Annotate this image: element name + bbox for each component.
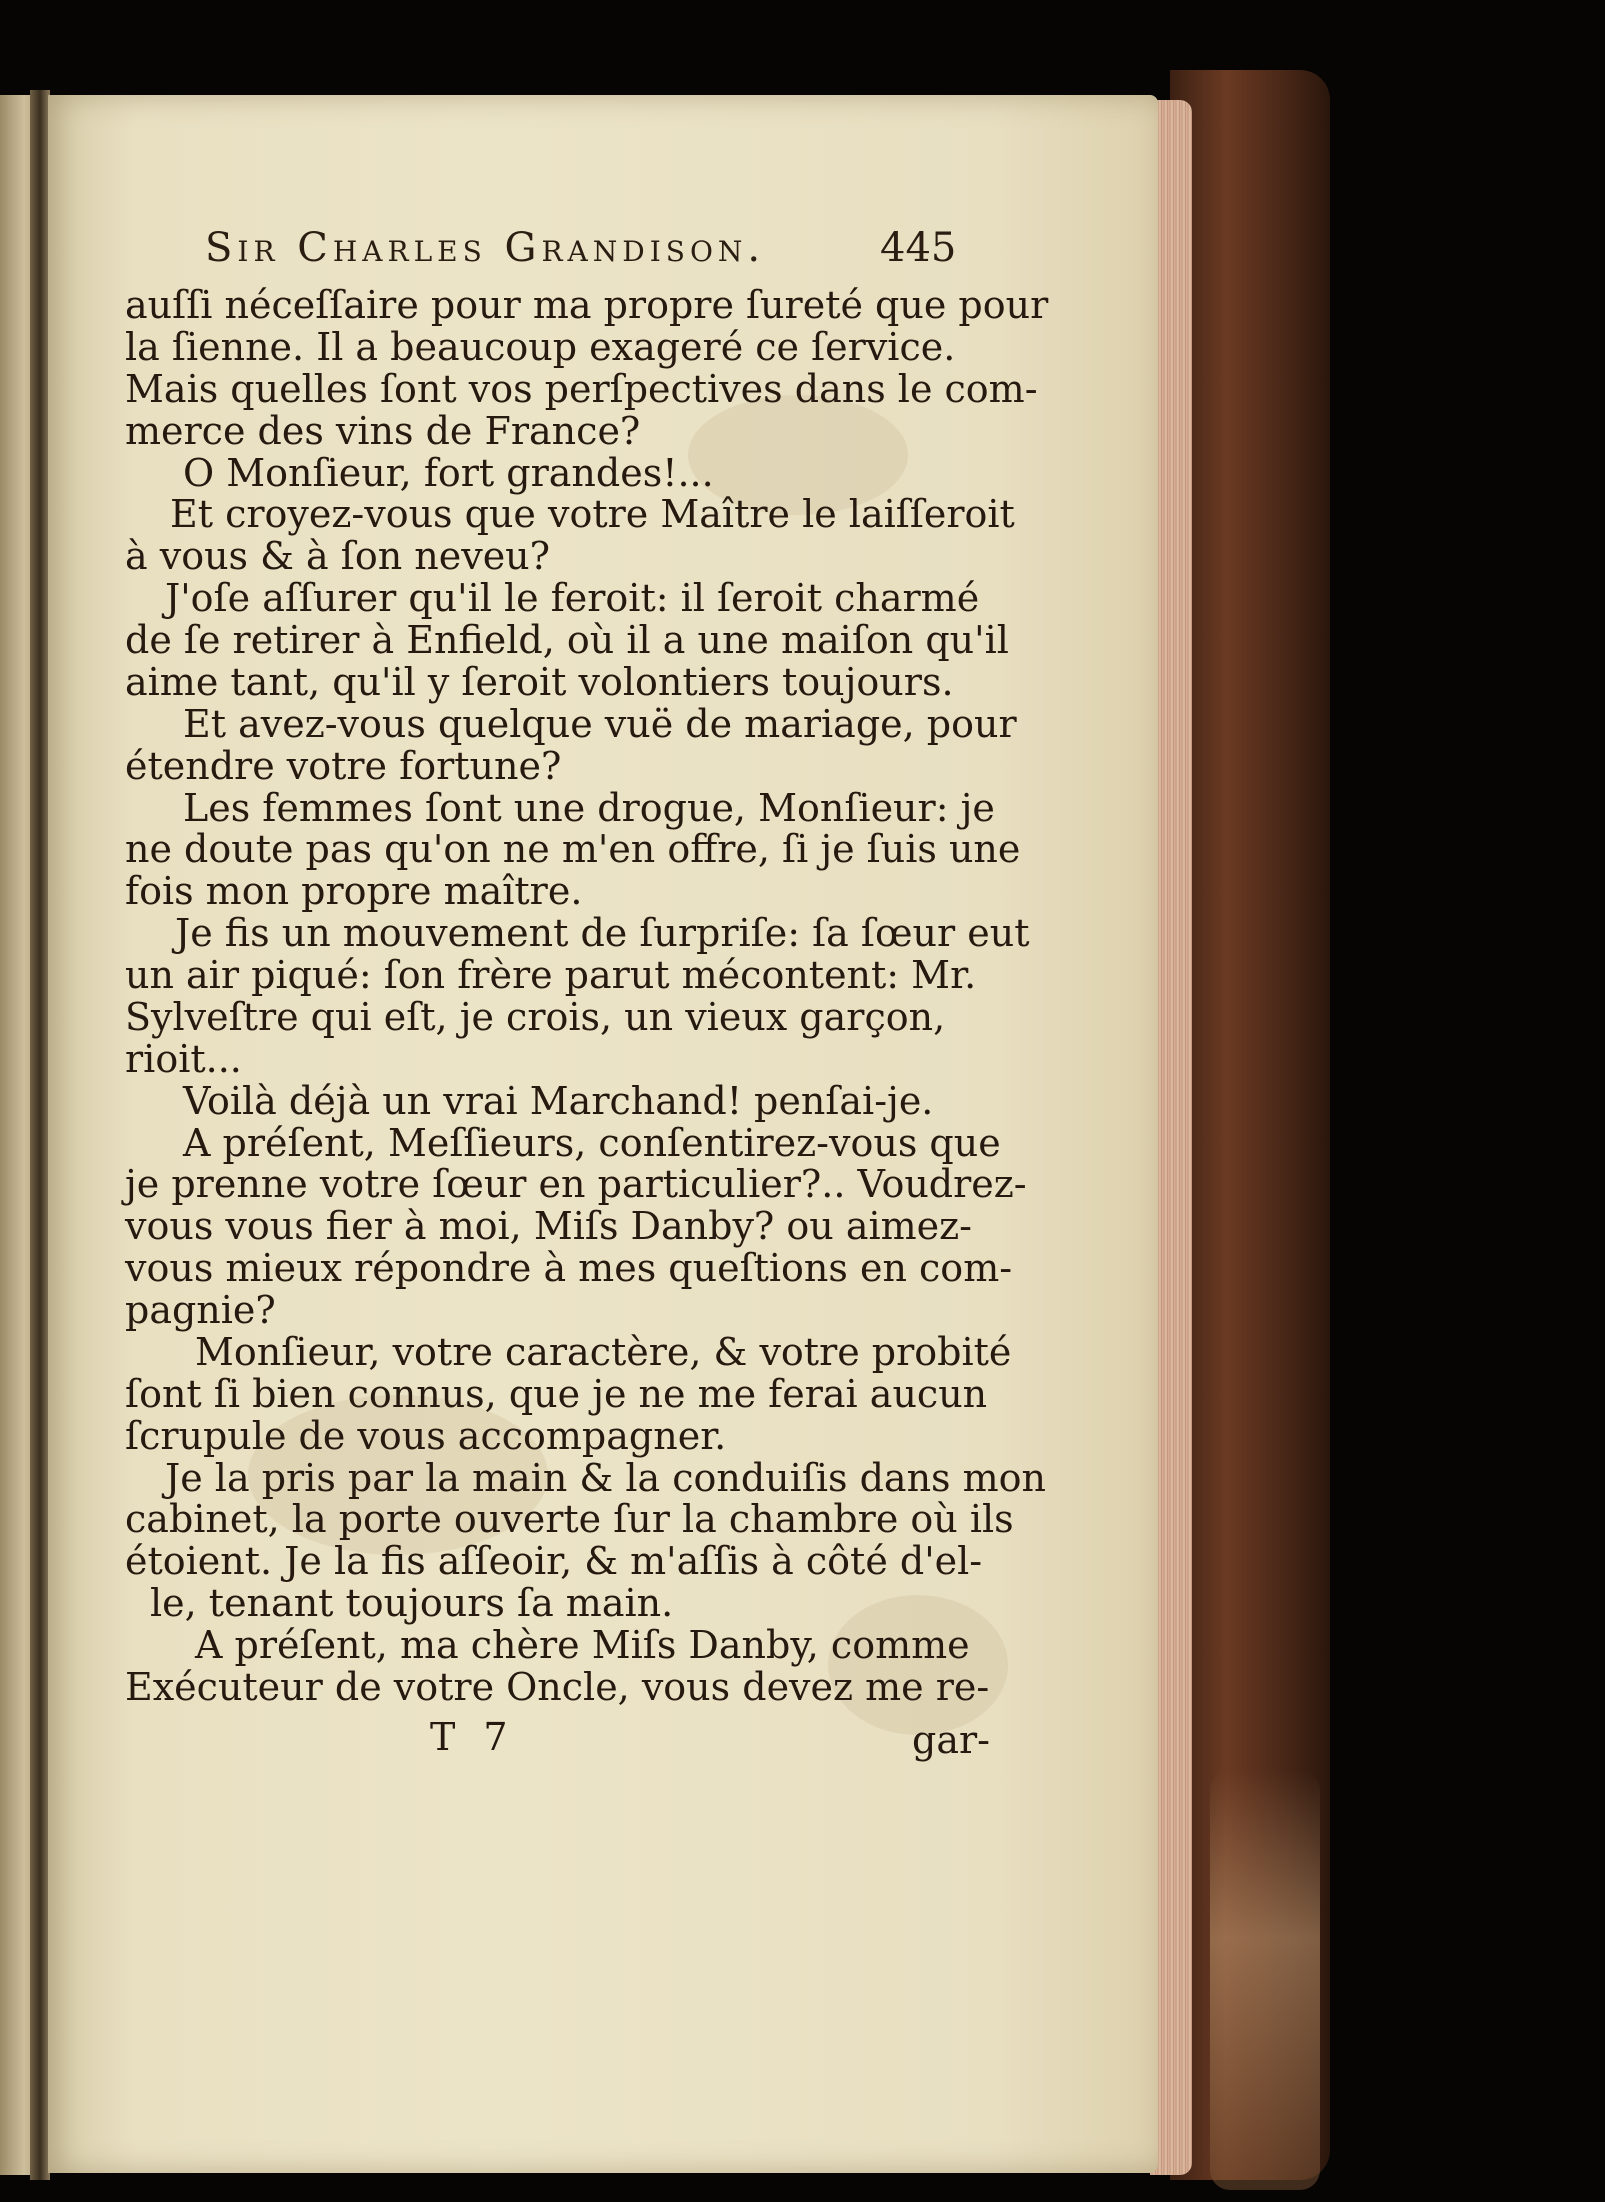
catchword: gar- xyxy=(912,1718,990,1762)
text-line: cabinet, la porte ouverte ſur la chambre où ils xyxy=(125,1497,1014,1541)
text-line: ſont ſi bien connus, que je ne me ferai aucun xyxy=(125,1372,988,1416)
cover-wear xyxy=(1210,1770,1320,2190)
text-line: A préſent, Meſſieurs, conſentirez-vous que xyxy=(183,1121,1001,1165)
text-line: de ſe retirer à Enfield, où il a une maiſon qu'il xyxy=(125,618,1009,662)
text-line: A préſent, ma chère Miſs Danby, comme xyxy=(195,1623,970,1667)
text-line: aime tant, qu'il y ſeroit volontiers toujours. xyxy=(125,660,954,704)
page-number: 445 xyxy=(880,225,957,271)
text-line: Monſieur, votre caractère, & votre probité xyxy=(195,1330,1012,1374)
text-line: Je la pris par la main & la conduiſis dans mon xyxy=(165,1456,1047,1500)
text-line: rioit... xyxy=(125,1037,242,1081)
text-line: fois mon propre maître. xyxy=(125,869,583,913)
text-line: étoient. Je la fis aſſeoir, & m'aſſis à côté d'el- xyxy=(125,1539,983,1583)
signature-mark: T 7 xyxy=(430,1715,516,1759)
text-line: Exécuteur de votre Oncle, vous devez me re- xyxy=(125,1665,990,1709)
text-line: Je fis un mouvement de ſurpriſe: ſa ſœur eut xyxy=(175,911,1030,955)
text-line: vous vous fier à moi, Miſs Danby? ou aimez- xyxy=(125,1204,973,1248)
text-line: Et avez-vous quelque vuë de mariage, pour xyxy=(183,702,1017,746)
text-line: je prenne votre ſœur en particulier?.. Voudrez- xyxy=(125,1162,1027,1206)
text-line: J'oſe aſſurer qu'il le feroit: il ſeroit charmé xyxy=(165,576,980,620)
text-line: étendre votre fortune? xyxy=(125,744,562,788)
text-line: vous mieux répondre à mes queſtions en com- xyxy=(125,1246,1013,1290)
book-cover xyxy=(1170,70,1330,2180)
text-line: merce des vins de France? xyxy=(125,409,641,453)
text-line: le, tenant toujours ſa main. xyxy=(150,1581,674,1625)
text-line: Et croyez-vous que votre Maître le laiſſeroit xyxy=(170,492,1015,536)
text-line: O Monſieur, fort grandes!... xyxy=(183,451,714,495)
binding-gutter xyxy=(30,90,50,2180)
text-line: Sylveſtre qui eſt, je crois, un vieux garçon, xyxy=(125,995,946,1039)
running-head: Sir Charles Grandison. xyxy=(205,225,766,271)
text-line: un air piqué: ſon frère parut mécontent: Mr. xyxy=(125,953,977,997)
text-line: Mais quelles ſont vos perſpectives dans le com- xyxy=(125,367,1038,411)
text-line: ſcrupule de vous accompagner. xyxy=(125,1414,727,1458)
text-line: ne doute pas qu'on ne m'en offre, ſi je ſuis une xyxy=(125,827,1021,871)
text-line: à vous & à ſon neveu? xyxy=(125,534,551,578)
text-line: pagnie? xyxy=(125,1288,276,1332)
text-line: Les femmes ſont une drogue, Monſieur: je xyxy=(183,786,995,830)
text-line: Voilà déjà un vrai Marchand! penſai-je. xyxy=(183,1079,934,1123)
text-line: la ſienne. Il a beaucoup exageré ce ſervice. xyxy=(125,325,956,369)
text-line: auſſi néceſſaire pour ma propre ſureté que pour xyxy=(125,283,1049,327)
